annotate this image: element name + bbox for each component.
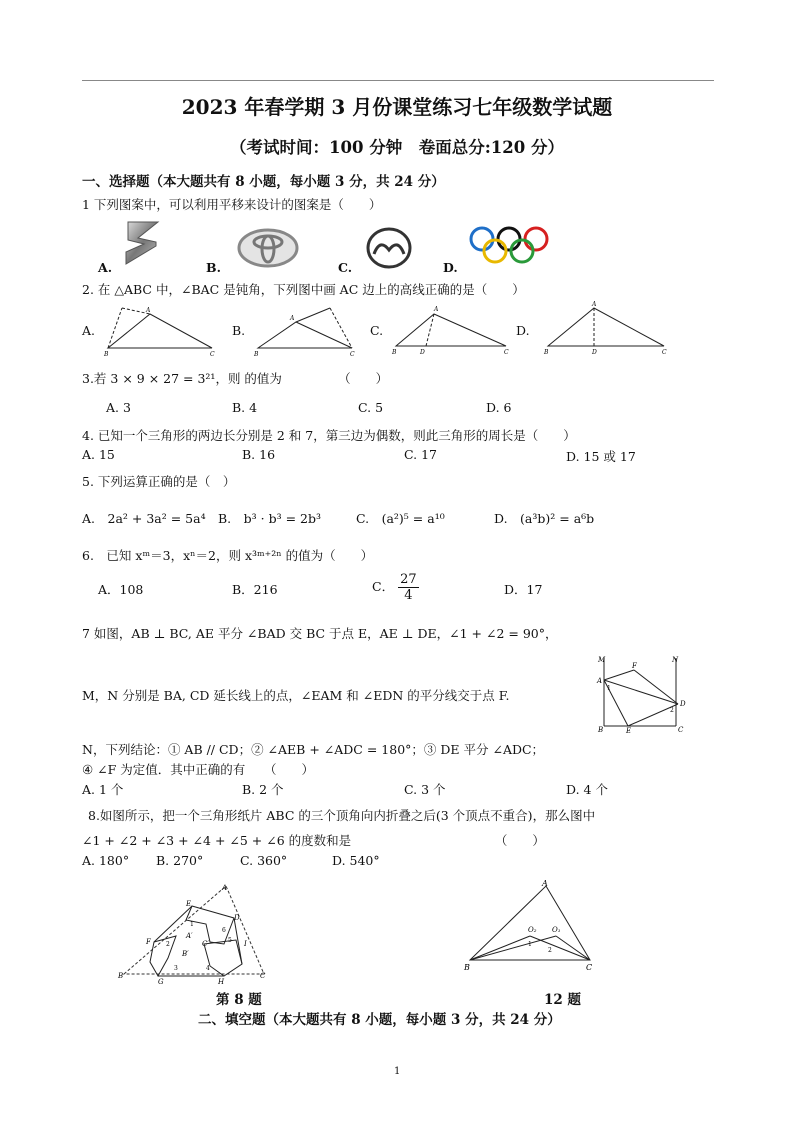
svg-text:B: B: [118, 972, 124, 980]
question-1-stem: 1 下列图案中，可以利用平移来设计的图案是（ ）: [82, 197, 382, 212]
q2-option-b: B.: [232, 323, 246, 338]
q2-figure-b: [252, 300, 362, 358]
svg-text:C: C: [586, 963, 593, 972]
svg-text:4: 4: [206, 965, 210, 972]
q8-option-c: C. 360°: [240, 853, 288, 868]
svg-text:A: A: [597, 677, 603, 685]
svg-text:D: D: [680, 700, 686, 708]
question-6-stem: 6. 已知 xᵐ＝3，xⁿ＝2，则 x³ᵐ⁺²ⁿ 的值为（ ）: [82, 548, 374, 563]
q7-figure: [594, 654, 690, 734]
q3-option-b: B. 4: [232, 400, 258, 415]
question-5-stem: 5. 下列运算正确的是（ ）: [82, 474, 236, 489]
q1-option-b: B.: [206, 260, 221, 275]
q6-option-d: D．17: [504, 582, 543, 597]
section-heading-fill-in: 二、填空题（本大题共有 8 小题，每小题 3 分，共 24 分）: [198, 1012, 561, 1028]
page-number: 1: [394, 1066, 401, 1077]
suzuki-logo-icon: [122, 218, 162, 268]
svg-text:5: 5: [228, 937, 232, 944]
q4-option-d: D. 15 或 17: [566, 449, 636, 464]
svg-text:1: 1: [528, 941, 532, 948]
q6-fraction: [398, 572, 419, 603]
svg-text:H: H: [218, 978, 225, 986]
q5-option-c: C. (a²)⁵ = a¹⁰: [356, 511, 445, 526]
svg-text:1: 1: [190, 921, 194, 928]
q1-option-c: C.: [338, 260, 353, 275]
q7-option-a: A. 1 个: [82, 782, 124, 797]
q2-figure-a: [100, 300, 220, 358]
svg-text:3: 3: [174, 965, 178, 972]
question-8-line-1: 8.如图所示，把一个三角形纸片 ABC 的三个顶角向内折叠之后(3 个顶点不重合)，那么图中: [88, 808, 596, 823]
svg-text:C: C: [662, 349, 667, 356]
q8-option-d: D. 540°: [332, 853, 380, 868]
q6-option-c: [372, 572, 419, 603]
svg-text:B′: B′: [182, 950, 189, 958]
svg-text:B: B: [254, 351, 259, 358]
q2-option-a: A.: [82, 323, 96, 338]
q6-option-a: A．108: [98, 582, 144, 597]
olympic-rings-icon: [468, 224, 552, 268]
svg-text:2: 2: [670, 707, 674, 714]
q5-option-a: A. 2a² + 3a² = 5a⁴: [82, 511, 206, 526]
q12-figure-caption: 12 题: [544, 992, 581, 1008]
q7-option-d: D. 4 个: [566, 782, 608, 797]
q6-option-b: B．216: [232, 582, 278, 597]
q6-fraction-numerator: 27: [400, 572, 417, 587]
svg-text:N: N: [672, 656, 679, 664]
svg-text:M: M: [598, 656, 606, 664]
question-3-stem: 3.若 3 × 9 × 27 = 3²¹，则 的值为 （ ）: [82, 371, 389, 386]
q4-option-b: B. 16: [242, 447, 276, 462]
q5-option-b: B. b³ · b³ = 2b³: [218, 511, 321, 526]
question-8-line-2: ∠1 + ∠2 + ∠3 + ∠4 + ∠5 + ∠6 的度数和是 （ ）: [82, 833, 545, 848]
svg-text:O₁: O₁: [552, 926, 561, 934]
svg-text:6: 6: [222, 927, 226, 934]
svg-text:C: C: [504, 349, 509, 356]
q6-fraction-denominator: 4: [404, 588, 413, 603]
q8-figure: [114, 880, 274, 988]
q12-figure: [460, 878, 600, 974]
question-4-stem: 4. 已知一个三角形的两边长分别是 2 和 7，第三边为偶数，则此三角形的周长是（ ）: [82, 428, 576, 443]
q8-figure-caption: 第 8 题: [216, 992, 262, 1008]
q2-figure-c: [390, 300, 514, 358]
svg-text:C: C: [260, 972, 266, 980]
q3-option-a: A. 3: [106, 400, 131, 415]
svg-text:A: A: [592, 301, 597, 308]
svg-text:A′: A′: [186, 932, 193, 940]
toyota-logo-icon: [237, 228, 299, 268]
svg-text:A: A: [542, 879, 548, 888]
svg-text:B: B: [392, 349, 397, 356]
svg-text:2: 2: [166, 941, 170, 948]
question-7-line-2: M，N 分别是 BA, CD 延长线上的点，∠EAM 和 ∠EDN 的平分线交于点 F.: [82, 688, 510, 703]
svg-text:E: E: [626, 727, 632, 734]
svg-text:1: 1: [607, 685, 611, 692]
svg-text:A: A: [146, 307, 151, 314]
svg-text:2: 2: [548, 947, 552, 954]
q7-option-c: C. 3 个: [404, 782, 446, 797]
svg-text:D: D: [234, 914, 240, 922]
svg-text:D: D: [592, 349, 597, 356]
q4-option-c: C. 17: [404, 447, 437, 462]
svg-text:B: B: [544, 349, 549, 356]
question-7-line-1: 7 如图，AB ⊥ BC, AE 平分 ∠BAD 交 BC 于点 E，AE ⊥ DE，∠1 + ∠2 = 90°，: [82, 626, 558, 641]
svg-text:I: I: [244, 940, 247, 948]
q2-figure-d: [540, 300, 670, 358]
svg-text:B: B: [598, 726, 604, 734]
q2-option-c: C.: [370, 323, 384, 338]
svg-text:C: C: [678, 726, 684, 734]
page-title: 2023 年春学期 3 月份课堂练习七年级数学试题: [181, 95, 613, 119]
q3-option-c: C. 5: [358, 400, 384, 415]
section-heading-choice: 一、选择题（本大题共有 8 小题，每小题 3 分，共 24 分）: [82, 174, 445, 190]
mazda-logo-icon: [366, 226, 412, 270]
q8-option-b: B. 270°: [156, 853, 204, 868]
question-2-stem: 2. 在 △ABC 中，∠BAC 是钝角，下列图中画 AC 边上的高线正确的是（ ）: [82, 282, 525, 297]
svg-text:F: F: [632, 662, 637, 670]
svg-text:A: A: [434, 306, 439, 313]
svg-text:A: A: [290, 315, 295, 322]
q2-option-d: D.: [516, 323, 530, 338]
q1-option-a: A.: [98, 260, 113, 275]
svg-text:C′: C′: [202, 940, 209, 948]
q1-option-d: D.: [443, 260, 458, 275]
question-7-line-3: N，下列结论：① AB // CD；② ∠AEB + ∠ADC = 180°；③ DE 平分 ∠ADC；: [82, 742, 545, 757]
q8-option-a: A. 180°: [82, 853, 130, 868]
svg-text:B: B: [464, 963, 470, 972]
question-7-line-4: ④ ∠F 为定值．其中正确的有 （ ）: [82, 762, 315, 777]
svg-text:D: D: [420, 349, 425, 356]
svg-text:C: C: [350, 351, 355, 358]
exam-info: （考试时间：100 分钟 卷面总分:120 分）: [230, 138, 564, 157]
q3-option-d: D. 6: [486, 400, 512, 415]
svg-text:A: A: [222, 884, 228, 892]
q4-option-a: A. 15: [82, 447, 115, 462]
svg-text:E: E: [186, 900, 192, 908]
q7-option-b: B. 2 个: [242, 782, 284, 797]
svg-text:B: B: [104, 351, 109, 358]
svg-text:F: F: [146, 938, 151, 946]
svg-text:G: G: [158, 978, 164, 986]
svg-text:O₂: O₂: [528, 926, 537, 934]
top-rule: [82, 80, 714, 81]
q5-option-d: D. (a³b)² = a⁶b: [494, 511, 595, 526]
q6-option-c-label: C．: [372, 579, 395, 594]
svg-text:C: C: [210, 351, 215, 358]
